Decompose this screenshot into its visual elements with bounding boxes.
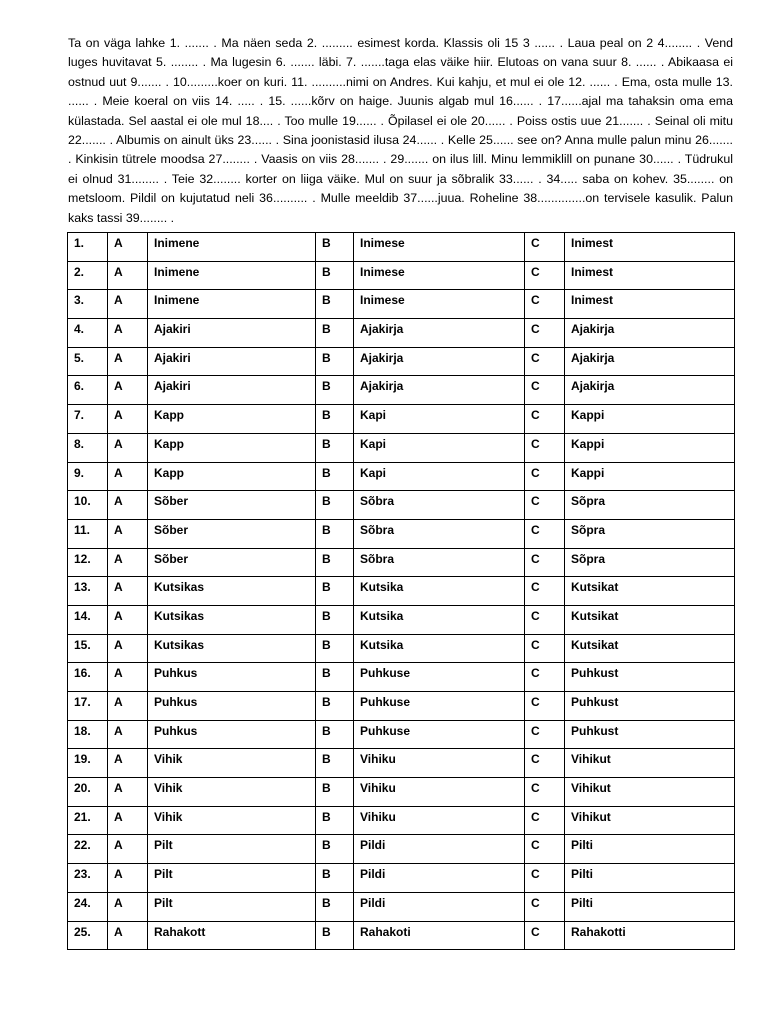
table-row [68, 347, 735, 376]
option-a-letter: A [108, 233, 148, 262]
option-b-text: Puhkuse [354, 663, 525, 692]
option-b-text: Pildi [354, 892, 525, 921]
table-row [68, 720, 735, 749]
question-number: 10. [68, 491, 108, 520]
option-a-letter: A [108, 605, 148, 634]
table-row [68, 864, 735, 893]
option-c-letter: C [525, 462, 565, 491]
question-number: 16. [68, 663, 108, 692]
option-a-text: Kutsikas [148, 634, 316, 663]
table-row [68, 548, 735, 577]
table-row [68, 577, 735, 606]
table-row [68, 405, 735, 434]
option-b-text: Pildi [354, 835, 525, 864]
option-c-letter: C [525, 376, 565, 405]
question-number: 6. [68, 376, 108, 405]
option-a-letter: A [108, 261, 148, 290]
option-a-letter: A [108, 548, 148, 577]
option-b-letter: B [316, 347, 354, 376]
option-b-letter: B [316, 319, 354, 348]
option-c-letter: C [525, 347, 565, 376]
option-c-text: Inimest [565, 233, 735, 262]
table-row [68, 290, 735, 319]
question-number: 19. [68, 749, 108, 778]
option-b-letter: B [316, 806, 354, 835]
option-c-text: Kappi [565, 462, 735, 491]
option-c-letter: C [525, 806, 565, 835]
option-b-letter: B [316, 720, 354, 749]
option-a-letter: A [108, 749, 148, 778]
option-c-text: Puhkust [565, 720, 735, 749]
option-a-letter: A [108, 892, 148, 921]
option-a-text: Puhkus [148, 663, 316, 692]
option-a-letter: A [108, 692, 148, 721]
option-a-letter: A [108, 347, 148, 376]
option-b-text: Vihiku [354, 749, 525, 778]
option-a-text: Inimene [148, 233, 316, 262]
option-c-letter: C [525, 720, 565, 749]
option-a-text: Puhkus [148, 720, 316, 749]
option-a-text: Kutsikas [148, 577, 316, 606]
option-b-text: Kutsika [354, 634, 525, 663]
question-number: 2. [68, 261, 108, 290]
option-c-text: Sõpra [565, 519, 735, 548]
option-a-letter: A [108, 778, 148, 807]
option-b-letter: B [316, 233, 354, 262]
option-c-letter: C [525, 835, 565, 864]
option-c-text: Inimest [565, 290, 735, 319]
option-c-letter: C [525, 749, 565, 778]
option-a-text: Sõber [148, 548, 316, 577]
option-a-text: Kapp [148, 433, 316, 462]
option-b-letter: B [316, 864, 354, 893]
question-number: 20. [68, 778, 108, 807]
question-number: 22. [68, 835, 108, 864]
option-c-text: Pilti [565, 864, 735, 893]
option-a-text: Ajakiri [148, 319, 316, 348]
question-number: 1. [68, 233, 108, 262]
option-a-letter: A [108, 405, 148, 434]
option-b-letter: B [316, 290, 354, 319]
table-row [68, 749, 735, 778]
option-c-text: Inimest [565, 261, 735, 290]
option-c-letter: C [525, 233, 565, 262]
option-c-text: Vihikut [565, 806, 735, 835]
option-a-letter: A [108, 376, 148, 405]
option-b-letter: B [316, 921, 354, 950]
option-b-text: Kapi [354, 433, 525, 462]
option-a-text: Pilt [148, 892, 316, 921]
option-c-text: Vihikut [565, 749, 735, 778]
option-a-letter: A [108, 663, 148, 692]
option-b-letter: B [316, 462, 354, 491]
table-row [68, 835, 735, 864]
option-b-text: Ajakirja [354, 376, 525, 405]
question-number: 21. [68, 806, 108, 835]
table-row [68, 261, 735, 290]
option-c-text: Pilti [565, 892, 735, 921]
option-b-text: Kutsika [354, 605, 525, 634]
question-number: 14. [68, 605, 108, 634]
table-row [68, 634, 735, 663]
option-c-letter: C [525, 605, 565, 634]
option-a-text: Vihik [148, 806, 316, 835]
option-b-letter: B [316, 749, 354, 778]
option-a-text: Kapp [148, 405, 316, 434]
option-b-letter: B [316, 376, 354, 405]
option-b-letter: B [316, 433, 354, 462]
option-b-text: Puhkuse [354, 720, 525, 749]
option-a-letter: A [108, 806, 148, 835]
option-a-letter: A [108, 462, 148, 491]
option-c-text: Puhkust [565, 663, 735, 692]
option-a-text: Vihik [148, 749, 316, 778]
question-number: 13. [68, 577, 108, 606]
option-c-text: Kutsikat [565, 605, 735, 634]
table-row [68, 233, 735, 262]
exercise-paragraph: Ta on väga lahke 1. ....... . Ma näen seda 2. ......... esimest korda. Klassis oli 15 3 ...... . Laua peal on 2 4........ . Vend luges huvitavat 5. ........ . Ma lugesin 6. ....... läbi. 7. .......taga elas väike hiir. Elutoas on vana suur 8. ...... . Abikaasa ei ostnud uut 9....... . 10.........koer on kuri. 11. ..........nimi on Andres. Kui kahju, et mul ei ole 12. ...... . Ema, osta mulle 13. ...... . Meie koeral on viis 14. ..... . 15. ......kõrv on haige. Juunis algab mul 16...... . 17......ajal ma tahaksin oma ema külastada. Sel aastal ei ole mul 18.... . Too mulle 19...... . Õpilasel ei ole 20...... . Poiss ostis uue 21....... . Seinal oli mitu 22....... . Albumis on ainult üks 23...... . Sina joonistasid ilusa 24...... . Kelle 25...... see on? Anna mulle palun minu 26....... . Kinkisin tütrele moodsa 27........ . Vaasis on viis 28....... . 29....... on ilus lill. Minu lemmiklill on punane 30...... . Tüdrukul ei olnud 31........ . Teie 32........ korter on liiga väike. Mul on suur ja sõbralik 33...... . 34..... saba on kohev. 35........ on metsloom. Pildil on kujutatud neli 36.......... . Mulle meeldib 37......juua. Roheline 38..............on tervisele kasulik. Palun kaks tassi 39........ . [68, 36, 733, 225]
question-number: 24. [68, 892, 108, 921]
question-number: 4. [68, 319, 108, 348]
option-b-text: Kapi [354, 405, 525, 434]
option-b-letter: B [316, 577, 354, 606]
option-b-letter: B [316, 261, 354, 290]
table-row [68, 806, 735, 835]
option-c-text: Puhkust [565, 692, 735, 721]
option-c-letter: C [525, 864, 565, 893]
table-row [68, 605, 735, 634]
option-a-text: Sõber [148, 519, 316, 548]
option-a-text: Inimene [148, 290, 316, 319]
option-c-letter: C [525, 548, 565, 577]
option-b-letter: B [316, 663, 354, 692]
option-a-text: Kapp [148, 462, 316, 491]
option-c-letter: C [525, 519, 565, 548]
question-number: 18. [68, 720, 108, 749]
option-a-text: Sõber [148, 491, 316, 520]
question-number: 25. [68, 921, 108, 950]
table-row [68, 491, 735, 520]
option-a-text: Kutsikas [148, 605, 316, 634]
option-b-text: Puhkuse [354, 692, 525, 721]
option-c-letter: C [525, 577, 565, 606]
option-b-letter: B [316, 692, 354, 721]
option-b-text: Sõbra [354, 491, 525, 520]
option-c-text: Kappi [565, 433, 735, 462]
question-number: 15. [68, 634, 108, 663]
option-a-letter: A [108, 835, 148, 864]
option-a-letter: A [108, 319, 148, 348]
table-row [68, 376, 735, 405]
option-c-text: Ajakirja [565, 347, 735, 376]
option-c-letter: C [525, 778, 565, 807]
option-c-letter: C [525, 433, 565, 462]
option-c-letter: C [525, 491, 565, 520]
option-a-letter: A [108, 634, 148, 663]
option-b-letter: B [316, 835, 354, 864]
option-c-text: Kutsikat [565, 577, 735, 606]
option-a-letter: A [108, 491, 148, 520]
option-b-letter: B [316, 892, 354, 921]
option-b-text: Ajakirja [354, 347, 525, 376]
option-b-letter: B [316, 778, 354, 807]
option-c-text: Rahakotti [565, 921, 735, 950]
option-c-text: Vihikut [565, 778, 735, 807]
question-number: 12. [68, 548, 108, 577]
option-b-text: Sõbra [354, 519, 525, 548]
option-b-letter: B [316, 548, 354, 577]
option-c-letter: C [525, 319, 565, 348]
table-row [68, 892, 735, 921]
option-a-letter: A [108, 519, 148, 548]
question-number: 9. [68, 462, 108, 491]
option-b-text: Inimese [354, 233, 525, 262]
option-b-text: Kapi [354, 462, 525, 491]
option-a-text: Ajakiri [148, 376, 316, 405]
table-row [68, 519, 735, 548]
question-number: 11. [68, 519, 108, 548]
table-row [68, 663, 735, 692]
option-b-letter: B [316, 491, 354, 520]
option-c-text: Ajakirja [565, 319, 735, 348]
table-row [68, 692, 735, 721]
option-c-letter: C [525, 892, 565, 921]
table-row [68, 462, 735, 491]
option-a-text: Puhkus [148, 692, 316, 721]
question-number: 8. [68, 433, 108, 462]
option-a-letter: A [108, 921, 148, 950]
option-b-text: Inimese [354, 290, 525, 319]
option-b-text: Inimese [354, 261, 525, 290]
option-b-text: Vihiku [354, 778, 525, 807]
answer-options-table [67, 232, 735, 950]
option-a-text: Pilt [148, 864, 316, 893]
question-number: 3. [68, 290, 108, 319]
option-c-text: Ajakirja [565, 376, 735, 405]
option-c-text: Pilti [565, 835, 735, 864]
table-row [68, 921, 735, 950]
table-row [68, 778, 735, 807]
option-c-text: Sõpra [565, 491, 735, 520]
question-number: 17. [68, 692, 108, 721]
question-number: 5. [68, 347, 108, 376]
option-c-letter: C [525, 405, 565, 434]
option-a-letter: A [108, 433, 148, 462]
option-a-letter: A [108, 290, 148, 319]
option-a-text: Inimene [148, 261, 316, 290]
option-a-letter: A [108, 720, 148, 749]
question-number: 23. [68, 864, 108, 893]
answer-rows [68, 233, 735, 950]
option-b-text: Pildi [354, 864, 525, 893]
option-c-letter: C [525, 663, 565, 692]
option-a-text: Pilt [148, 835, 316, 864]
option-a-letter: A [108, 577, 148, 606]
option-b-text: Kutsika [354, 577, 525, 606]
option-c-letter: C [525, 634, 565, 663]
option-a-text: Vihik [148, 778, 316, 807]
option-b-letter: B [316, 519, 354, 548]
option-a-text: Rahakott [148, 921, 316, 950]
option-c-text: Sõpra [565, 548, 735, 577]
option-c-letter: C [525, 921, 565, 950]
option-b-letter: B [316, 605, 354, 634]
option-a-letter: A [108, 864, 148, 893]
table-row [68, 433, 735, 462]
option-b-text: Rahakoti [354, 921, 525, 950]
option-c-letter: C [525, 692, 565, 721]
option-b-text: Sõbra [354, 548, 525, 577]
option-c-text: Kutsikat [565, 634, 735, 663]
option-b-letter: B [316, 634, 354, 663]
option-c-text: Kappi [565, 405, 735, 434]
question-number: 7. [68, 405, 108, 434]
option-a-text: Ajakiri [148, 347, 316, 376]
option-b-text: Ajakirja [354, 319, 525, 348]
option-c-letter: C [525, 290, 565, 319]
option-c-letter: C [525, 261, 565, 290]
option-b-text: Vihiku [354, 806, 525, 835]
table-row [68, 319, 735, 348]
option-b-letter: B [316, 405, 354, 434]
